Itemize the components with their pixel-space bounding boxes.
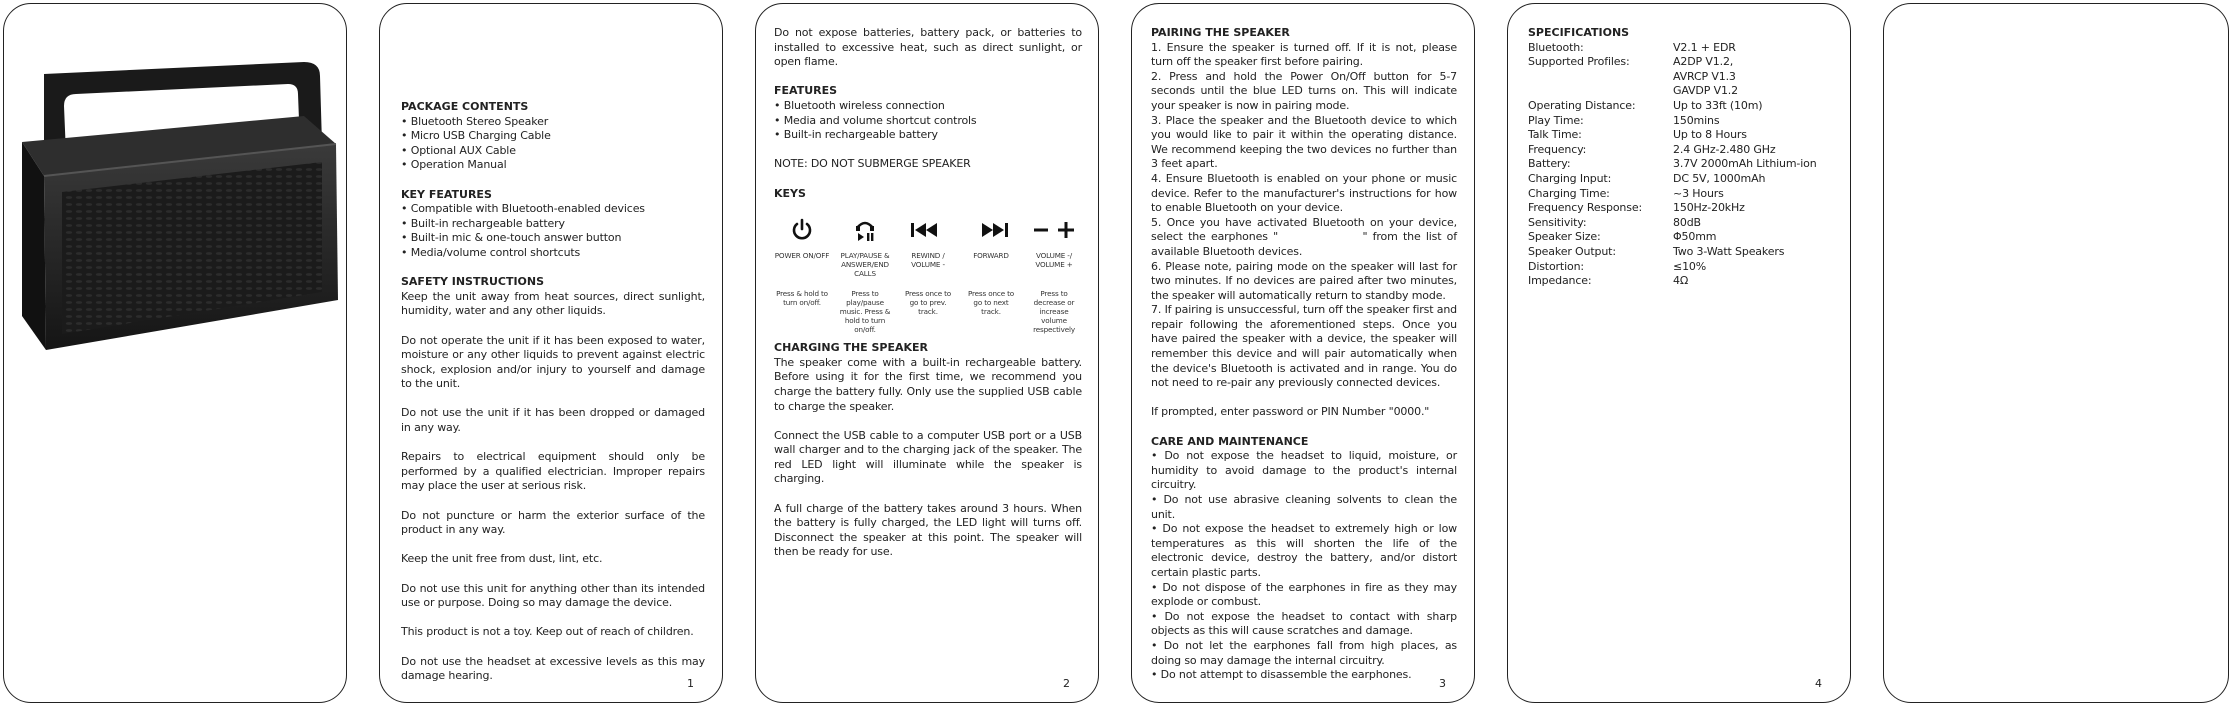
spec-value: 80dB [1673,215,1701,229]
keys-heading: KEYS [774,186,806,200]
key-label: PLAY/PAUSE & ANSWER/END CALLS [840,251,890,279]
list-item: • Media and volume shortcut controls [774,114,1082,129]
key-description: Press to decrease or increase volume respectively [1033,289,1075,335]
care-item: • Do not expose the headset to liquid, moisture, or humidity to avoid damage to the product's internal circuitry. [1151,449,1457,492]
page-number: 3 [1439,677,1446,690]
key-description: Press once to go to next track. [967,289,1015,317]
list-item: • Optional AUX Cable [401,144,705,159]
spec-value: ~3 Hours [1673,186,1724,200]
package-list [401,115,705,173]
list-item: • Bluetooth Stereo Speaker [401,115,705,130]
panel-page-2 [755,3,1099,703]
list-item: • Media/volume control shortcuts [401,246,705,261]
list-item: • Bluetooth wireless connection [774,99,1082,114]
safety-paragraph: Do not operate the unit if it has been exposed to water, moisture or any other liquids to prevent against electric shock, explosion and/or injury to yourself and damage to the unit. [401,333,705,391]
submerge-note: NOTE: DO NOT SUBMERGE SPEAKER [774,157,971,171]
spec-key: Distortion: [1528,259,1584,273]
panel-page-4 [1507,3,1851,703]
pin-note: If prompted, enter password or PIN Number "0000." [1151,405,1430,419]
play-pause-icon [837,215,893,245]
pairing-step: 5. Once you have activated Bluetooth on your device, select the earphones " " from the list of available Bluetooth devices. [1151,215,1461,258]
page-number: 4 [1815,677,1822,690]
spec-row [1528,99,1834,114]
key-description: Press to play/pause music. Press & hold to turn on/off. [839,289,891,335]
spec-key [1528,84,1673,99]
charging-heading: CHARGING THE SPEAKER [774,341,929,355]
key-play-pause [837,215,893,334]
care-item: • Do not attempt to disassemble the earphones. [1151,668,1412,682]
pairing-step: 7. If pairing is unsuccessful, turn off the speaker first and repair following the aforementioned steps. Once you have paired the speaker with a device, the speaker will remember this device and will pair automatically when the device's Bluetooth is activated and in range. You do not need to re-pair any previously connected devices. [1151,303,1457,390]
page-number: 2 [1063,677,1070,690]
spec-key: Frequency Response: [1528,201,1643,215]
panel-blank [1883,3,2229,703]
care-heading: CARE AND MAINTENANCE [1151,434,1309,448]
key-features-heading: KEY FEATURES [401,187,492,201]
pairing-step: 3. Place the speaker and the Bluetooth device to which you would like to pair it within the operating distance. We recommend keeping the two devices no further than 3 feet apart. [1151,113,1457,171]
key-label: POWER ON/OFF [774,251,830,261]
spec-key: Speaker Size: [1528,230,1601,244]
key-volume [1026,215,1082,334]
list-item: • Compatible with Bluetooth-enabled devices [401,202,705,217]
safety-paragraph: Repairs to electrical equipment should only be performed by a qualified electrician. Improper repairs may place the user at serious risk. [401,450,705,493]
volume-icon [1026,215,1082,245]
forward-icon [963,215,1019,245]
spec-value: Two 3-Watt Speakers [1673,244,1785,258]
spec-row [1528,274,1834,289]
spec-key: Play Time: [1528,113,1584,127]
panel-page-1 [379,3,723,703]
spec-key: Speaker Output: [1528,244,1616,258]
charging-paragraph: A full charge of the battery takes around 3 hours. When the battery is fully charged, the LED light will turns off. Disconnect the speaker at this point. The speaker will then be ready for use. [774,501,1082,559]
care-item: • Do not expose the headset to extremely high or low temperatures as this will shorten the life of the electronic device, destroy the battery, and/or distort certain plastic parts. [1151,522,1457,579]
safety-paragraph: Do not use the headset at excessive levels as this may damage hearing. [401,654,705,683]
key-label: FORWARD [973,251,1009,261]
spec-row [1528,245,1834,260]
care-item: • Do not use abrasive cleaning solvents to clean the unit. [1151,493,1457,521]
care-item: • Do not let the earphones fall from high places, as doing so may damage the internal circuitry. [1151,638,1457,667]
list-item: • Operation Manual [401,158,705,173]
spec-value: V2.1 + EDR [1673,40,1736,54]
battery-warning: Do not expose batteries, battery pack, or batteries to installed to excessive heat, such as direct sunlight, or open flame. [774,26,1082,69]
spec-key: Impedance: [1528,274,1592,288]
pairing-step: 1. Ensure the speaker is turned off. If it is not, please turn off the speaker first before pairing. [1151,40,1457,69]
spec-row [1528,128,1834,143]
spec-value: ≤10% [1673,259,1707,273]
power-icon [774,215,830,245]
spec-value: Up to 8 Hours [1673,128,1747,142]
key-rewind [900,215,956,334]
features-list [774,99,1082,143]
list-item: • Built-in mic & one-touch answer button [401,231,705,246]
spec-key: Charging Time: [1528,186,1610,200]
panel-cover [3,3,347,703]
safety-paragraph: Keep the unit free from dust, lint, etc. [401,552,603,566]
care-item: • Do not dispose of the earphones in fire as they may explode or combust. [1151,580,1457,609]
spec-key: Operating Distance: [1528,98,1636,112]
list-item: • Built-in rechargeable battery [401,217,705,232]
safety-paragraph: Keep the unit away from heat sources, direct sunlight, humidity, water and any other liquids. [401,289,705,318]
spec-row [1528,114,1834,129]
spec-row [1528,55,1834,70]
key-description: Press once to go to prev. track. [904,289,952,317]
spec-value: 150mins [1673,113,1720,127]
specs-table [1528,41,1834,289]
spec-row [1528,84,1834,99]
pairing-step: 2. Press and hold the Power On/Off button for 5-7 seconds until the blue LED turns on. This will indicate your speaker is now in pairing mode. [1151,69,1457,112]
spec-row [1528,157,1834,172]
safety-paragraph: Do not use the unit if it has been dropped or damaged in any way. [401,406,705,435]
spec-value: A2DP V1.2, [1673,55,1734,69]
keys-grid [774,215,1082,334]
charging-paragraph: The speaker come with a built-in rechargeable battery. Before using it for the first time, we recommend you charge the battery fully. Only use the supplied USB cable to charge the speaker. [774,355,1082,413]
speaker-image [4,54,348,394]
spec-value: 150Hz-20kHz [1673,201,1745,215]
spec-row [1528,143,1834,158]
safety-heading: SAFETY INSTRUCTIONS [401,275,545,289]
spec-value: DC 5V, 1000mAh [1673,171,1766,185]
spec-row [1528,201,1834,216]
spec-key [1528,70,1673,85]
specs-heading: SPECIFICATIONS [1528,26,1630,39]
safety-paragraph: Do not puncture or harm the exterior surface of the product in any way. [401,508,705,537]
page-number: 1 [687,677,694,690]
spec-value: Φ50mm [1673,230,1717,244]
pairing-step: 4. Ensure Bluetooth is enabled on your phone or music device. Refer to the manufacturer's instructions for how to enable Bluetooth on your device. [1151,171,1457,215]
spec-value: GAVDP V1.2 [1673,84,1738,98]
key-description: Press & hold to turn on/off. [776,289,828,308]
spec-key: Bluetooth: [1528,40,1584,54]
spec-value: 3.7V 2000mAh Lithium-ion [1673,157,1817,171]
package-heading: PACKAGE CONTENTS [401,100,529,113]
list-item: • Built-in rechargeable battery [774,128,1082,143]
spec-key: Charging Input: [1528,171,1612,185]
spec-key: Sensitivity: [1528,215,1587,229]
spec-key: Frequency: [1528,142,1587,156]
key-features-list [401,202,705,260]
spec-value: Up to 33ft (10m) [1673,98,1763,112]
panel-page-3 [1131,3,1475,703]
spec-value: AVRCP V1.3 [1673,69,1736,83]
spec-key: Talk Time: [1528,128,1582,142]
spec-row [1528,41,1834,56]
key-power [774,215,830,334]
spec-value: 2.4 GHz-2.480 GHz [1673,142,1776,156]
pairing-heading: PAIRING THE SPEAKER [1151,26,1290,39]
list-item: • Micro USB Charging Cable [401,129,705,144]
key-forward [963,215,1019,334]
spec-row [1528,70,1834,85]
spec-row [1528,187,1834,202]
charging-paragraph: Connect the USB cable to a computer USB port or a USB wall charger and to the charging jack of the speaker. The red LED light will illuminate while the speaker is charging. [774,428,1082,486]
safety-paragraph: This product is not a toy. Keep out of reach of children. [401,625,694,639]
spec-key: Supported Profiles: [1528,55,1630,69]
spec-row [1528,216,1834,231]
rewind-icon [900,215,956,245]
pairing-step: 6. Please note, pairing mode on the speaker will last for two minutes. If no devices are paired after two minutes, the speaker will automatically return to standby mode. [1151,259,1457,302]
safety-paragraph: Do not use this unit for anything other than its intended use or purpose. Doing so may damage the device. [401,581,705,610]
key-label: VOLUME -/ VOLUME + [1035,251,1073,270]
spec-row [1528,172,1834,187]
features-heading: FEATURES [774,84,838,98]
spec-key: Battery: [1528,157,1571,171]
care-item: • Do not expose the headset to contact with sharp objects as this will cause scratches and damage. [1151,609,1457,638]
key-label: REWIND / VOLUME - [911,251,945,270]
spec-value: 4Ω [1673,274,1689,288]
spec-row [1528,230,1834,245]
spec-row [1528,260,1834,275]
